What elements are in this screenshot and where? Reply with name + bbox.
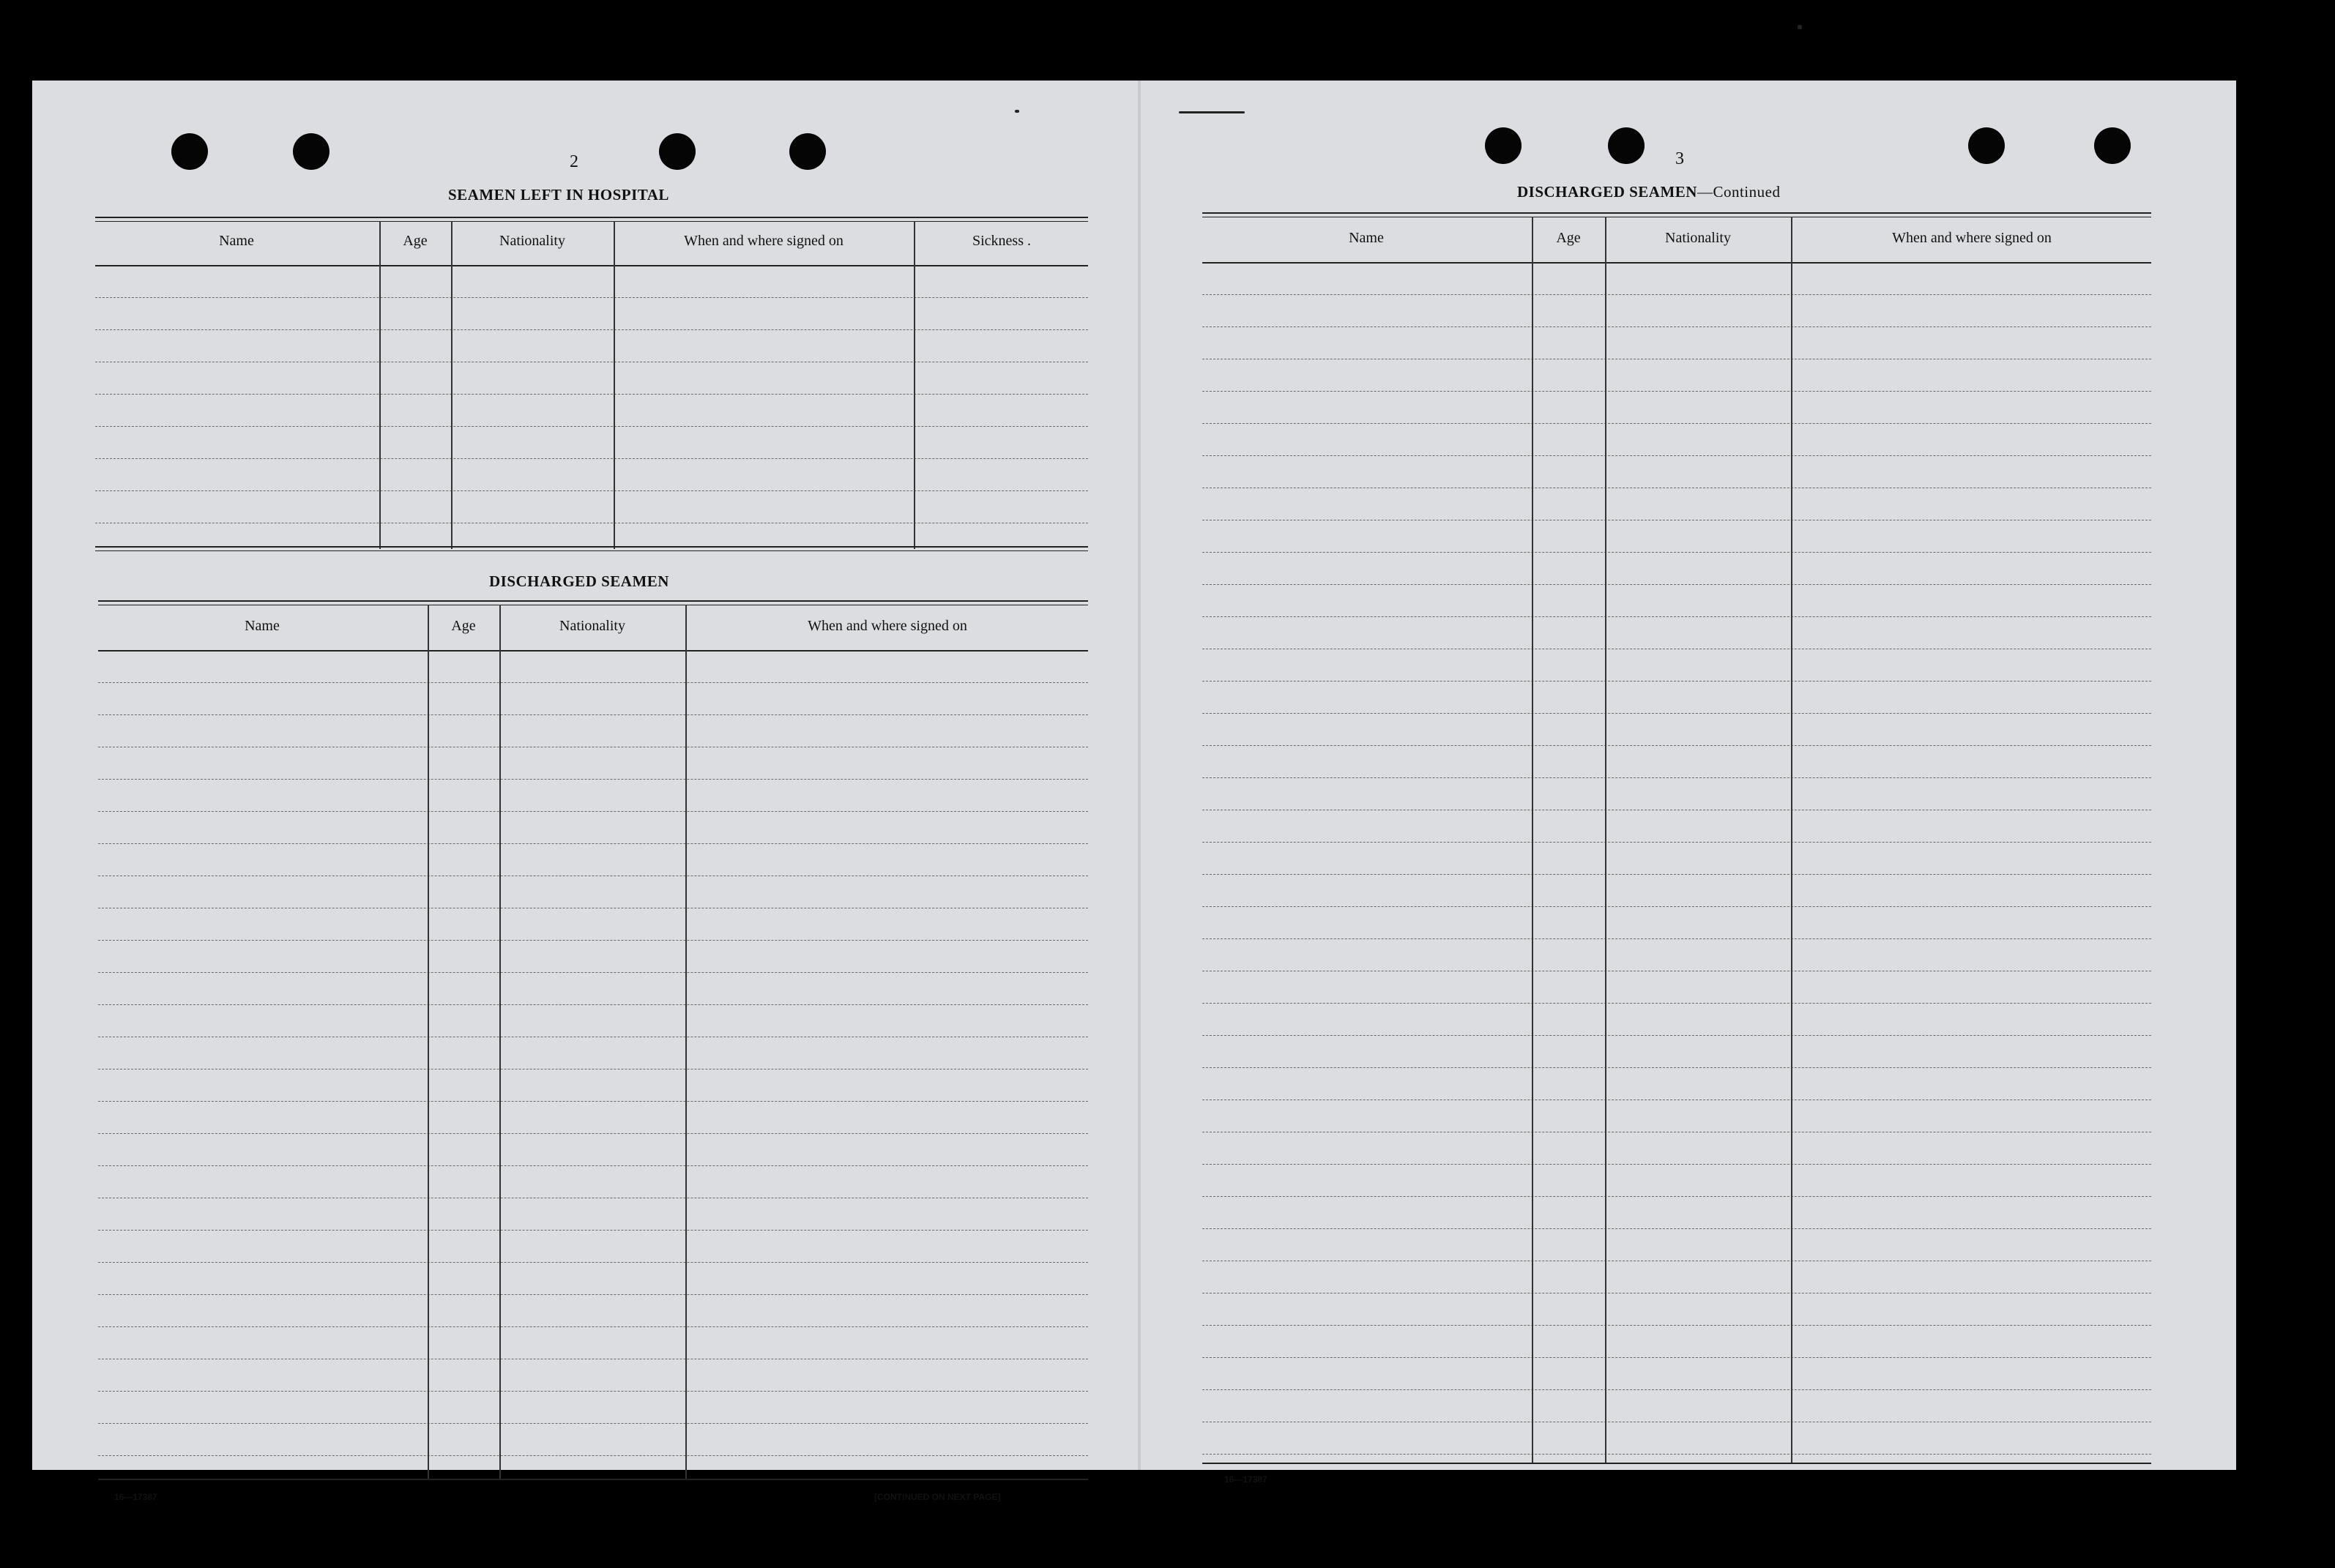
column-header-age: Age <box>1556 230 1581 246</box>
table-row-line <box>1202 1067 2151 1068</box>
punch-hole <box>2094 127 2131 164</box>
header-bottom-rule <box>98 650 1088 652</box>
table-row-line <box>98 1230 1088 1231</box>
table-row-line <box>1202 1035 2151 1036</box>
table-row-line <box>98 843 1088 844</box>
table-row-line <box>1202 1164 2151 1165</box>
punch-hole <box>1968 127 2005 164</box>
table-row-line <box>98 1326 1088 1327</box>
table-row-line <box>1202 294 2151 295</box>
table-row-line <box>98 1423 1088 1424</box>
table-row-line <box>98 714 1088 715</box>
continued-note: [CONTINUED ON NEXT PAGE] <box>874 1492 1001 1502</box>
table-row-line <box>1202 423 2151 424</box>
punch-hole <box>1485 127 1522 164</box>
table-row-line <box>1202 681 2151 682</box>
section-title-text: DISCHARGED SEAMEN <box>1517 183 1697 201</box>
page-number: 3 <box>1675 149 1684 168</box>
column-divider <box>379 221 381 549</box>
table-row-line <box>98 1133 1088 1134</box>
column-divider <box>1532 217 1533 1464</box>
table-top-rule <box>98 600 1088 602</box>
table-row-line <box>1202 1389 2151 1390</box>
header-bottom-rule <box>1202 262 2151 264</box>
table-row-line <box>1202 1196 2151 1197</box>
table-row-line <box>1202 552 2151 553</box>
table-row-line <box>98 1101 1088 1102</box>
table-row-line <box>1202 906 2151 907</box>
table-row-line <box>1202 1228 2151 1229</box>
column-divider <box>914 221 915 549</box>
table-row-line <box>1202 777 2151 778</box>
table-bottom-rule <box>95 546 1088 548</box>
scanned-document-sheet <box>32 81 2236 1502</box>
section-title-discharged-continued <box>1517 183 1780 201</box>
table-row-line <box>1202 1003 2151 1004</box>
column-header-signed-on: When and where signed on <box>808 618 967 634</box>
punch-hole <box>293 133 329 170</box>
table-row-line <box>98 972 1088 973</box>
table-row-line <box>1202 745 2151 746</box>
table-row-line <box>95 458 1088 459</box>
column-header-name: Name <box>245 618 280 634</box>
table-row-line <box>1202 1357 2151 1358</box>
column-divider <box>1791 217 1792 1464</box>
column-header-nationality: Nationality <box>1665 230 1731 246</box>
column-divider <box>499 605 501 1480</box>
table-row-line <box>1202 713 2151 714</box>
column-divider <box>685 605 687 1480</box>
table-row-line <box>1202 1454 2151 1455</box>
table-row-line <box>95 394 1088 395</box>
table-top-rule <box>95 217 1088 218</box>
column-divider <box>428 605 429 1480</box>
page-number: 2 <box>570 152 578 171</box>
table-row-line <box>98 1391 1088 1392</box>
table-row-line <box>98 811 1088 812</box>
table-row-line <box>98 1262 1088 1263</box>
section-title-suffix: —Continued <box>1697 183 1781 201</box>
column-divider <box>1605 217 1606 1464</box>
section-title-hospital: SEAMEN LEFT IN HOSPITAL <box>448 186 669 204</box>
column-header-name: Name <box>1349 230 1384 246</box>
table-row-line <box>98 1455 1088 1456</box>
column-header-nationality: Nationality <box>499 233 565 249</box>
table-row-line <box>95 297 1088 298</box>
column-header-sickness: Sickness . <box>972 233 1031 249</box>
column-divider <box>451 221 453 549</box>
table-row-line <box>1202 326 2151 327</box>
table-row-line <box>98 1004 1088 1005</box>
table-row-line <box>98 1165 1088 1166</box>
table-top-rule <box>1202 212 2151 214</box>
table-row-line <box>95 329 1088 330</box>
table-row-line <box>1202 455 2151 456</box>
table-row-line <box>1202 938 2151 939</box>
punch-hole <box>1608 127 1645 164</box>
table-row-line <box>98 779 1088 780</box>
column-header-signed-on: When and where signed on <box>1892 230 2052 246</box>
left-page <box>32 81 1138 1502</box>
table-top-rule <box>95 221 1088 222</box>
table-row-line <box>95 426 1088 427</box>
table-row-line <box>98 682 1088 683</box>
table-bottom-rule <box>98 1479 1088 1480</box>
table-row-line <box>1202 391 2151 392</box>
table-row-line <box>95 490 1088 491</box>
table-bottom-rule <box>1202 1463 2151 1464</box>
column-header-age: Age <box>451 618 476 634</box>
table-row-line <box>1202 1325 2151 1326</box>
punch-hole <box>659 133 696 170</box>
punch-hole <box>171 133 208 170</box>
table-row-line <box>1202 584 2151 585</box>
header-bottom-rule <box>95 265 1088 266</box>
table-row-line <box>1202 616 2151 617</box>
form-number: 16—17387 <box>114 1492 157 1502</box>
table-row-line <box>98 940 1088 941</box>
table-row-line <box>1202 842 2151 843</box>
scan-speck <box>1015 110 1019 113</box>
column-header-signed-on: When and where signed on <box>684 233 843 249</box>
table-row-line <box>98 1294 1088 1295</box>
column-header-nationality: Nationality <box>559 618 625 634</box>
form-number: 16—17387 <box>1224 1474 1267 1485</box>
scan-speck <box>1179 111 1245 113</box>
column-header-name: Name <box>219 233 254 249</box>
punch-hole <box>789 133 826 170</box>
table-bottom-rule <box>95 550 1088 551</box>
scan-speck <box>1798 25 1802 29</box>
column-header-age: Age <box>403 233 428 249</box>
table-row-line <box>1202 874 2151 875</box>
section-title-discharged: DISCHARGED SEAMEN <box>489 572 669 590</box>
column-divider <box>614 221 615 549</box>
right-page <box>1141 81 2236 1485</box>
